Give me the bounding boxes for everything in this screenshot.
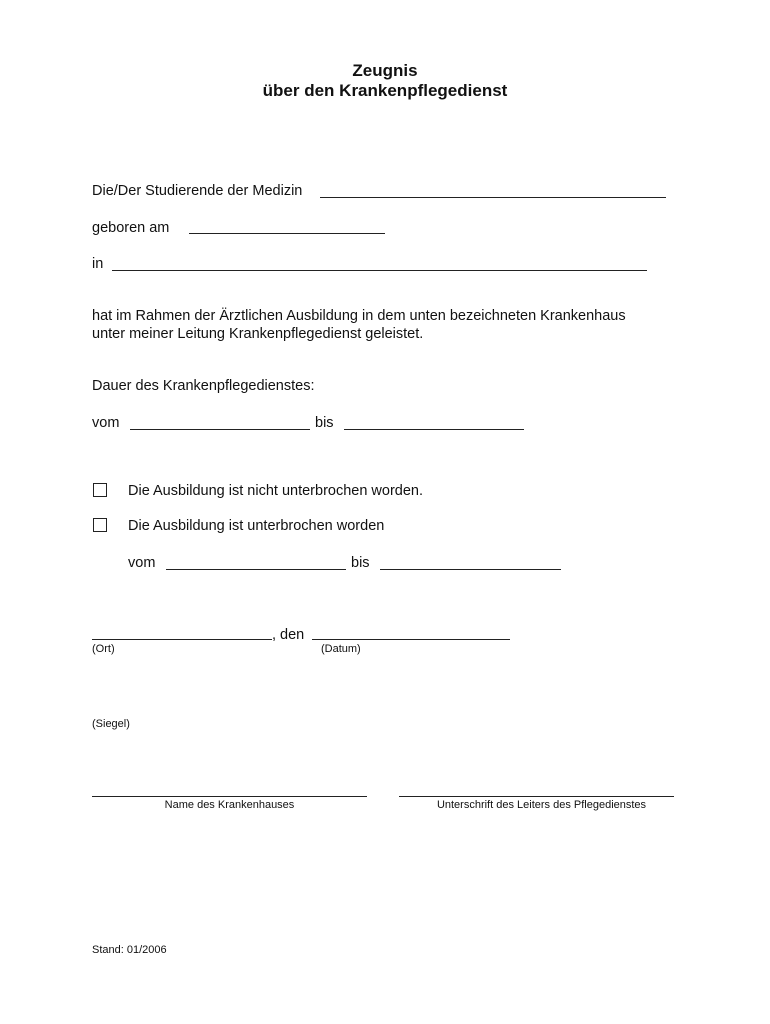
hospital-name-caption: Name des Krankenhauses (164, 799, 295, 811)
not-interrupted-label: Die Ausbildung ist nicht unterbrochen worden. (128, 483, 424, 499)
document-subtitle: über den Krankenpflegedienst (262, 81, 508, 100)
statement-line-2: unter meiner Leitung Krankenpflegedienst geleistet. (92, 326, 424, 342)
interruption-to-field[interactable] (380, 569, 561, 570)
date-field[interactable] (312, 639, 510, 640)
place-field[interactable] (92, 639, 272, 640)
duration-to-field[interactable] (344, 429, 524, 430)
date-caption: (Datum) (321, 643, 361, 655)
statement-line-1: hat im Rahmen der Ärztlichen Ausbildung in dem unten bezeichneten Krankenhaus (92, 308, 626, 324)
birth-place-field[interactable] (112, 270, 647, 271)
birth-date-field[interactable] (189, 233, 385, 234)
interruption-from-field[interactable] (166, 569, 346, 570)
interruption-from-label: vom (128, 555, 156, 571)
interrupted-checkbox[interactable] (93, 518, 107, 532)
duration-from-label: vom (92, 415, 120, 431)
hospital-name-field[interactable] (92, 796, 367, 797)
duration-from-field[interactable] (130, 429, 310, 430)
document-title: Zeugnis (352, 61, 418, 80)
not-interrupted-checkbox[interactable] (93, 483, 107, 497)
version-footer: Stand: 01/2006 (92, 944, 167, 956)
interrupted-label: Die Ausbildung ist unterbrochen worden (128, 518, 385, 534)
signature-caption: Unterschrift des Leiters des Pflegedienstes (436, 799, 647, 811)
birth-place-label: in (92, 256, 104, 272)
date-separator: , den (272, 627, 305, 643)
duration-heading: Dauer des Krankenpflegedienstes: (92, 378, 315, 394)
seal-label: (Siegel) (92, 718, 130, 730)
duration-to-label: bis (315, 415, 334, 431)
student-name-field[interactable] (320, 197, 666, 198)
place-caption: (Ort) (92, 643, 115, 655)
birth-date-label: geboren am (92, 220, 170, 236)
signature-field[interactable] (399, 796, 674, 797)
interruption-to-label: bis (351, 555, 370, 571)
student-name-label: Die/Der Studierende der Medizin (92, 183, 303, 199)
